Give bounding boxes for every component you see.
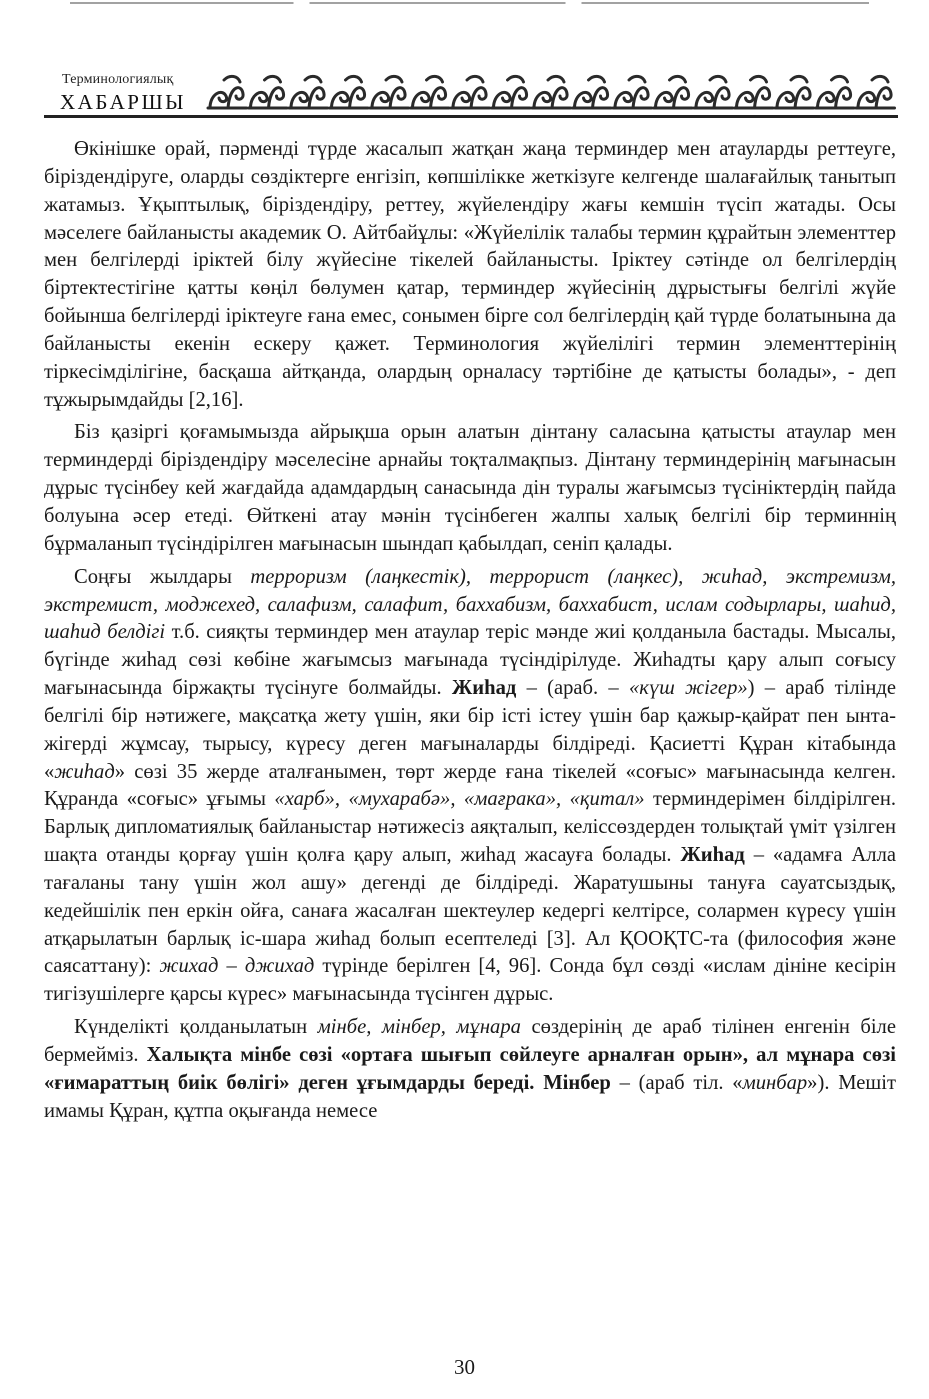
bold-term: Халықта мінбе сөзі «ортаға шығып сөйлеуге арналған орын», ал мұнара сөзі «ғимараттың биік бөлігі» деген ұғымдарды береді. Мінбер (44, 1044, 896, 1094)
running-header (44, 64, 898, 120)
italic-term: минбар (742, 1071, 808, 1094)
italic-term: жихад – джихад (159, 955, 315, 978)
ornament-band (204, 70, 898, 114)
italic-term: мінбе, мінбер, мұнара (317, 1016, 521, 1039)
article-body (44, 136, 896, 1126)
page-number: 30 (454, 1355, 475, 1379)
text-run: – (араб. – (516, 677, 629, 700)
paragraph (44, 419, 896, 558)
top-edge-rule (70, 2, 869, 4)
journal-subtitle: Терминологиялық (62, 72, 174, 87)
italic-term: жиһад (54, 760, 115, 783)
text-run: Өкінішке орай, пәрменді түрде жасалып жатқан жаңа терминдер мен атауларды реттеуге, біріздендіруге, оларды сөздіктерге енгізіп, көпшілікке жеткізуге келгенде шалағайлық танытып жатамыз. Ұқыптылық, біріздендіру, реттеу, жүйелендіру жағы кемшін түсіп жатады. Осы мәселеге байланысты академик О. Айтбайұлы: «Жүйелілік талабы термин құрайтын элементтер мен белгілерді іріктей білу жүйесіне тікелей байланысты. Іріктеу сәтінде ол белгілердің біртектестігіне қатты көңіл бөлумен қатар, терминдер жүйесінің дұрыстығы белгілі жүйе бойынша белгілерді іріктеуге ғана емес, сонымен бірге сол белгілердің қай түрде болатынына да байланысты екенін ескеру қажет. Терминология жүйелілігі термин элементтерінің тіркесімділігіне, басқаша айтқанда, олардың орналасу тәртібіне де қатысты болады», - деп тұжырымдайды [2,16]. (44, 138, 896, 411)
text-run: түрінде берілген [4, 96]. Сонда бұл сөзді «ислам дініне кесірін тигізушілерге қарсы күрес» мағынасында түсінген дұрыс. (44, 955, 896, 1006)
italic-term: терроризм (лаңкестік), террорист (лаңкес), жиһад, экстремизм, экстремист, моджехед, салафизм, салафит, баххабизм, баххабист, ислам содырлары, шаһид, шаһид белдігі (44, 565, 896, 644)
text-run: Соңғы жылдары (74, 565, 251, 588)
text-run: сөздерінің де араб тілінен енгенін біле бермейміз. (44, 1016, 896, 1066)
ornament-scrolls (208, 76, 895, 108)
bold-term: Жиһад (451, 677, 517, 700)
text-run: Біз қазіргі қоғамымызда айрықша орын алатын дінтану саласына қатысты атаулар мен терминдерді біріздендіру мәселесіне арнайы тоқталмақпыз. Дінтану терминдерінің мағынасын дұрыс түсінбеу кей жағдайда адамдардың санасында дін туралы жағымсыз түсініктердің пайда болуына әсер етеді. Өйткені атау мәнін түсінбеген жалпы халық белгілі бір терминнің бұрмаланып түсіндірілген мағынасын шындап қабылдап, сеніп қалады. (44, 421, 896, 555)
paragraph (44, 136, 896, 414)
bold-term: Жиһад (680, 844, 745, 867)
paragraph (44, 1014, 896, 1125)
header-rule (44, 115, 898, 118)
italic-term: «күш жігер» (628, 677, 748, 700)
text-run: »). Мешіт имамы Құран, құтпа оқығанда немесе (44, 1071, 896, 1122)
text-run: Күнделікті қолданылатын (74, 1016, 318, 1039)
italic-term: «харб», «мухарабә», «мағрака», «қитал» (274, 788, 645, 811)
journal-title: ХАБАРШЫ (60, 90, 186, 114)
text-run: – «адамға Алла тағаланы тану үшін жол ашу» дегенді де білдіреді. Жаратушыны тануға сауатсыздық, кедейшілік пен еркін ойға, санаға жасалған шектеулер кедергі келтірсе, солармен күресу үшін атқарылатын барлық іс-шара жиһад болып есептеледі [3]. Ал ҚООҚТС-та (философия және саясаттану): (44, 844, 896, 978)
text-run: т.б. сияқты терминдер мен атаулар теріс мәнде жиі қолданыла бастады. Мысалы, бүгінде жиһад сөзі көбіне жағымсыз мағынада түсіндірілуде. Жиһадты қару алып соғысу мағынасында біржақты түсінуге болмайды. (44, 621, 896, 700)
text-run: терминдерімен білдірілген. Барлық дипломатиялық байланыстар нәтижесіз аяқталып, келіссөздерден толықтай үміт үзілген шақта отанды қорғау үшін қолға қару алып, жиһад жасауға болады. (44, 788, 896, 867)
text-run: – (араб тіл. « (610, 1071, 743, 1094)
paragraph (44, 564, 896, 1010)
text-run: ) – араб тілінде белгілі бір нәтижеге, мақсатқа жету үшін, яки бір істі істеу үшін бар қажыр-қайрат пен ынта-жігерді жұмсау, тырысу, күресу деген мағыналарды білдіреді. Қасиетті Құран кітабында « (44, 677, 897, 783)
text-run: » сөзі 35 жерде аталғанымен, төрт жерде ғана тікелей «соғыс» мағынасында келген. Құранда «соғыс» ұғымы (44, 760, 896, 811)
